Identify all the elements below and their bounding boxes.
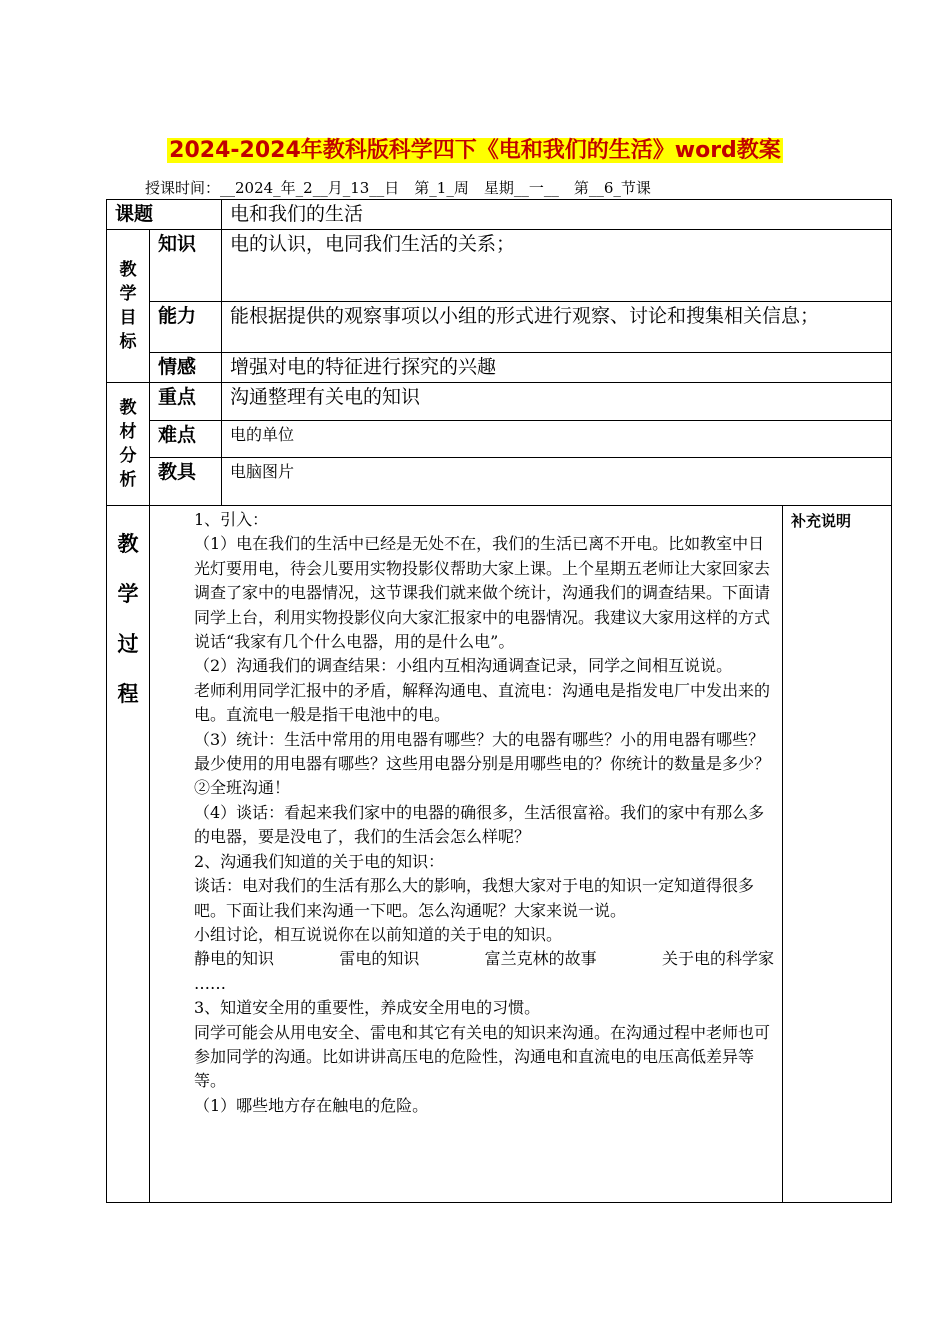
difficulty-value: 电的单位 bbox=[222, 421, 892, 458]
supplement-notes: 补充说明 bbox=[783, 506, 892, 1203]
process-paragraph: （2）沟通我们的调查结果：小组内互相沟通调查记录，同学之间相互说说。 bbox=[194, 656, 733, 676]
emotion-row bbox=[107, 353, 892, 383]
process-paragraph: （3）统计：生活中常用的用电器有哪些？大的电器有哪些？小的用电器有哪些？最少使用的用电器有哪些？这些用电器分别是用哪些电的？你统计的数量是多少？ ②全班沟通！ bbox=[194, 729, 803, 798]
topic-label: 课题 bbox=[107, 200, 222, 230]
teaching-process-label: 教 学 过 程 bbox=[107, 506, 150, 1203]
difficulty-label: 难点 bbox=[150, 421, 222, 458]
knowledge-value: 电的认识，电同我们生活的关系； bbox=[222, 230, 892, 302]
topic-item: 静电的知识 bbox=[194, 949, 275, 969]
process-paragraph: （1）哪些地方存在触电的危险。 bbox=[194, 1095, 429, 1115]
process-paragraph: 同学可能会从用电安全、雷电和其它有关电的知识来沟通。在沟通过程中老师也可参加同学的沟通。比如讲讲高压电的危险性，沟通电和直流电的电压高低差异等等。 bbox=[194, 1022, 771, 1091]
process-paragraph: （4）谈话：看起来我们家中的电器的确很多，生活很富裕。我们的家中有那么多的电器，要是没电了，我们的生活会怎么样呢？ bbox=[194, 802, 765, 847]
topic-item: 富兰克林的故事 bbox=[484, 949, 597, 969]
topic-value: 电和我们的生活 bbox=[222, 200, 892, 230]
topic-item: 雷电的知识 bbox=[339, 949, 420, 969]
goals-label: 教 学 目 标 bbox=[107, 230, 150, 383]
ability-label: 能力 bbox=[150, 302, 222, 353]
process-paragraph: 2、沟通我们知道的关于电的知识： bbox=[194, 851, 445, 871]
process-paragraph: 3、知道安全用的重要性，养成安全用电的习惯。 bbox=[194, 998, 541, 1018]
emotion-value: 增强对电的特征进行探究的兴趣 bbox=[222, 353, 892, 383]
material-analysis-label: 教 材 分 析 bbox=[107, 383, 150, 506]
knowledge-topics-line bbox=[194, 947, 774, 971]
process-paragraph: 1、引入： bbox=[194, 510, 269, 529]
process-paragraph: 小组讨论，相互说说你在以前知道的关于电的知识。 bbox=[194, 924, 563, 944]
knowledge-label: 知识 bbox=[150, 230, 222, 302]
tools-value: 电脑图片 bbox=[222, 458, 892, 506]
key-point-label: 重点 bbox=[150, 383, 222, 421]
lesson-time-line: 授课时间：__2024_年_2__月_13__日 第_1_周 星期__一__ 第__6_节课 bbox=[145, 179, 651, 197]
difficulty-row bbox=[107, 421, 892, 458]
process-paragraph: 谈话：电对我们的生活有那么大的影响，我想大家对于电的知识一定知道得很多吧。下面让我们来沟通一下吧。怎么沟通呢？大家来说一说。 bbox=[194, 876, 755, 920]
emotion-label: 情感 bbox=[150, 353, 222, 383]
lesson-plan-table bbox=[106, 199, 892, 1203]
teaching-process-content bbox=[150, 506, 803, 1203]
topic-item: 关于电的科学家 bbox=[661, 949, 774, 969]
ellipsis: …… bbox=[194, 973, 226, 993]
process-paragraph: 老师利用同学汇报中的矛盾，解释沟通电、直流电：沟通电是指发电厂中发出来的电。直流电一般是指干电池中的电。 bbox=[194, 680, 771, 725]
ability-row bbox=[107, 302, 892, 353]
tools-label: 教具 bbox=[150, 458, 222, 506]
key-row bbox=[107, 383, 892, 421]
knowledge-row bbox=[107, 230, 892, 302]
process-paragraph: （1）电在我们的生活中已经是无处不在，我们的生活已离不开电。比如教室中日光灯要用电，待会儿要用实物投影仪帮助大家上课。上个星期五老师让大家回家去调查了家中的电器情况，这节课我们就来做个统计，沟通我们的调查结果。下面请同学上台，利用实物投影仪向大家汇报家中的电器情况。我建议大家用这样的方式说话“我家有几个什么电器，用的是什么电”。 bbox=[194, 534, 771, 652]
key-point-value: 沟通整理有关电的知识 bbox=[222, 383, 892, 421]
process-row bbox=[107, 506, 892, 1203]
ability-value: 能根据提供的观察事项以小组的形式进行观察、讨论和搜集相关信息； bbox=[222, 302, 892, 353]
topic-row bbox=[107, 200, 892, 230]
document-title: 2024-2024年教科版科学四下《电和我们的生活》word教案 bbox=[169, 138, 781, 163]
tools-row bbox=[107, 458, 892, 506]
